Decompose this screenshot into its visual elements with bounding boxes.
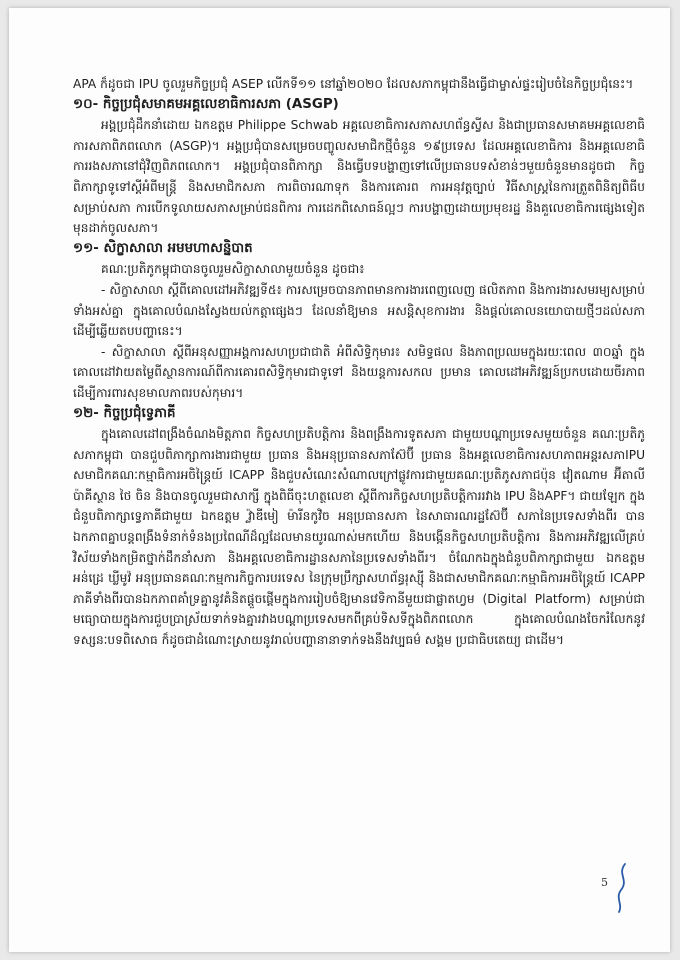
section-heading-10: ១០- កិច្ចប្រជុំសមាគមអគ្គលេខាធិការសភា (ASGP): [73, 96, 339, 112]
section-heading-11: ១១- សិក្ខាសាលា អមមហាសន្និបាត: [73, 240, 253, 256]
page-number: 5: [601, 876, 608, 889]
paragraph-seminar-intro: គណៈប្រតិភូកម្ពុជាបានចូលរួមសិក្ខាសាលាមួយចំនួន ដូចជា៖: [101, 262, 365, 277]
document-body: [73, 74, 645, 651]
paragraph-bilateral: ក្នុងគោលដៅពង្រឹងចំណងមិត្តភាព កិច្ចសហប្រតិបត្តិការ និងពង្រឹងការទូតសភា ជាមួយបណ្តាប្រទេសមួយចំនួន គណៈប្រតិភូសភាកម្ពុជា បានជួបពិភាក្សាការងារជាមួយ ប្រធាន និងអនុប្រធានសភាស៊ែប៊ី ប្រធាន និងអគ្គលេខាធិការសហភាពអន្តរសភាIPU សមាជិកគណៈកម្មាធិការអចិន្ត្រៃយ៍ ICAPP និងជួបសំណេះសំណាលក្រៅផ្លូវការជាមួយគណៈប្រតិភូសភាជប៉ុន វៀតណាម អ៊ីតាលី ប៉ាគីស្ថាន ថៃ ចិន និងបានចូលរួមជាសាក្សី ក្នុងពិធីចុះហត្ថលេខា ស្តីពីការកិច្ចសហប្រតិបត្តិការរវាង IPU និងAPF។ ជាយឡែក ក្នុងជំនួបពិភាក្សាទ្វេភាគីជាមួយ ឯកឧត្តម វ្ល៉ាឌីមៀ ម៉ារីនកូវិច អនុប្រធានសភា នៃសាធារណរដ្ឋស៊ែប៊ី សភានៃប្រទេសទាំងពីរ បានឯកភាពគ្នាបន្តពង្រឹងទំនាក់ទំនងប្រពៃណីដ៏ល្អដែលមានយូរណាស់មកហើយ និងបង្កើនកិច្ចសហប្រតិបត្តិការ និងការអភិវឌ្ឍលើគ្រប់វិស័យទាំងកម្រិតថ្នាក់ដឹកនាំសភា និងអគ្គលេខាធិការដ្ឋានសភានៃប្រទេសទាំងពីរ។ ចំណែកឯក្នុងជំនួបពិភាក្សាជាមួយ ឯកឧត្តម អន់ដ្រេ ឃ្លីមូវ៉ អនុប្រធានគណៈកម្មការកិច្ចការបរទេស នៃក្រុមប្រឹក្សាសហព័ន្ធរុស្ស៊ី និងជាសមាជិកគណៈកម្មាធិការអចិន្ត្រៃយ៍ ICAPP ភាគីទាំងពីរបានឯកភាពគាំទ្រគ្នានូវគំនិតផ្តួចផ្តើមក្នុងការរៀបចំឱ្យមានវេទិកានីមួយជាផ្លាតហ្វម (Digital Platform) សម្រាប់ជាមធ្យោបាយក្នុងការជួបប្រាស្រ័យទាក់ទងគ្នារវាងបណ្តាប្រទេសមកពីគ្រប់ទិសទីក្នុងពិភពលោក ក្នុងគោលបំណងចែករំលែកនូវទស្សនៈបទពិសោធ ក៏ដូចជាដំណោះស្រាយនូវរាល់បញ្ហានានាទាក់ទងនឹងវប្បធម៌ សង្គម ប្រជាធិបតេយ្យ ជាដើម។: [73, 427, 645, 648]
handwritten-initial-mark: [609, 860, 633, 916]
paragraph-asgp: អង្គប្រជុំដឹកនាំដោយ ឯកឧត្តម Philippe Schwab អគ្គលេខាធិការសភាសហព័ន្ធស្វីស និងជាប្រធានសមាគមអគ្គលេខាធិការសភាពិភពលោក (ASGP)។ អង្គប្រជុំបានសម្រេចបញ្ចូលសមាជិកថ្មីចំនួន ១៩ប្រទេស ដែលអគ្គលេខាធិការ និងអគ្គលេខាធិការរងសភានៅជុំវិញពិភពលោក។ អង្គប្រជុំបានពិភាក្សា និងធ្វើបទបង្ហាញទៅលើប្រធានបទសំខាន់ៗមួយចំនួនមានដូចជា កិច្ចពិភាក្សាទូទៅស្តីអំពីមន្ត្រី និងសមាជិកសភា ការពិចារណាទុក និងការគោរព ការអនុវត្តច្បាប់ វិធីសាស្ត្រនៃការត្រួតពិនិត្យពិធីបសម្រាប់សភា ការបើកទូលាយសភាសម្រាប់ជនពិការ ការដេកពិសោធន៍ល្អៗ ការបង្ហាញដោយប្រមុខរដ្ឋ និងគួលេខាធិការផ្សេងទៀតមុនដាក់ចូលសភា។: [73, 118, 645, 236]
bullet-seminar-child-rights: - សិក្ខាសាលា ស្តីពីអនុសញ្ញាអង្គការសហប្រជាជាតិ អំពីសិទ្ធិកុមារ៖ សមិទ្ធផល និងភាពប្រឈមក្នុងរយៈពេល ៣០ឆ្នាំ ក្នុងគោលដៅវាយតម្លៃពីស្ថានការណ៍ពីការគោរពសិទ្ធិកុមារជាទូទៅ និងយន្តការសកល ប្រមាន គោលដៅអភិវឌ្ឍន៍ប្រកបដោយចីរភាព ដើម្បីការពារសុខមាលភាពរបស់កុមារ។: [73, 344, 645, 400]
document-page: [9, 8, 670, 952]
section-heading-12: ១២- កិច្ចប្រជុំទ្វេភាគី: [73, 405, 176, 421]
bullet-seminar-sdg8: - សិក្ខាសាលា ស្តីពីគោលដៅអភិវឌ្ឍទី៥៖ ការសម្រេចបានភាពមានការងារពេញលេញ ផលិតភាព និងការងារសមរម្យសម្រាប់ទាំងអស់គ្នា ក្នុងគោលបំណងស្វែងយល់កត្តាផ្សេងៗ ដែលនាំឱ្យមាន អសន្តិសុខការងារ និងផ្តល់គោលនយោបាយថ្មីៗដល់សភា ដើម្បីឆ្លើយតបបញ្ហានេះ។: [73, 282, 645, 339]
paragraph-continuation: APA ក៏ដូចជា IPU ចូលរួមកិច្ចប្រជុំ ASEP លើកទី១១ នៅឆ្នាំ២០២០ ដែលសភាកម្ពុជានឹងធ្វើជាម្ចាស់ផ្ទះរៀបចំនៃកិច្ចប្រជុំនេះ។: [73, 77, 634, 91]
